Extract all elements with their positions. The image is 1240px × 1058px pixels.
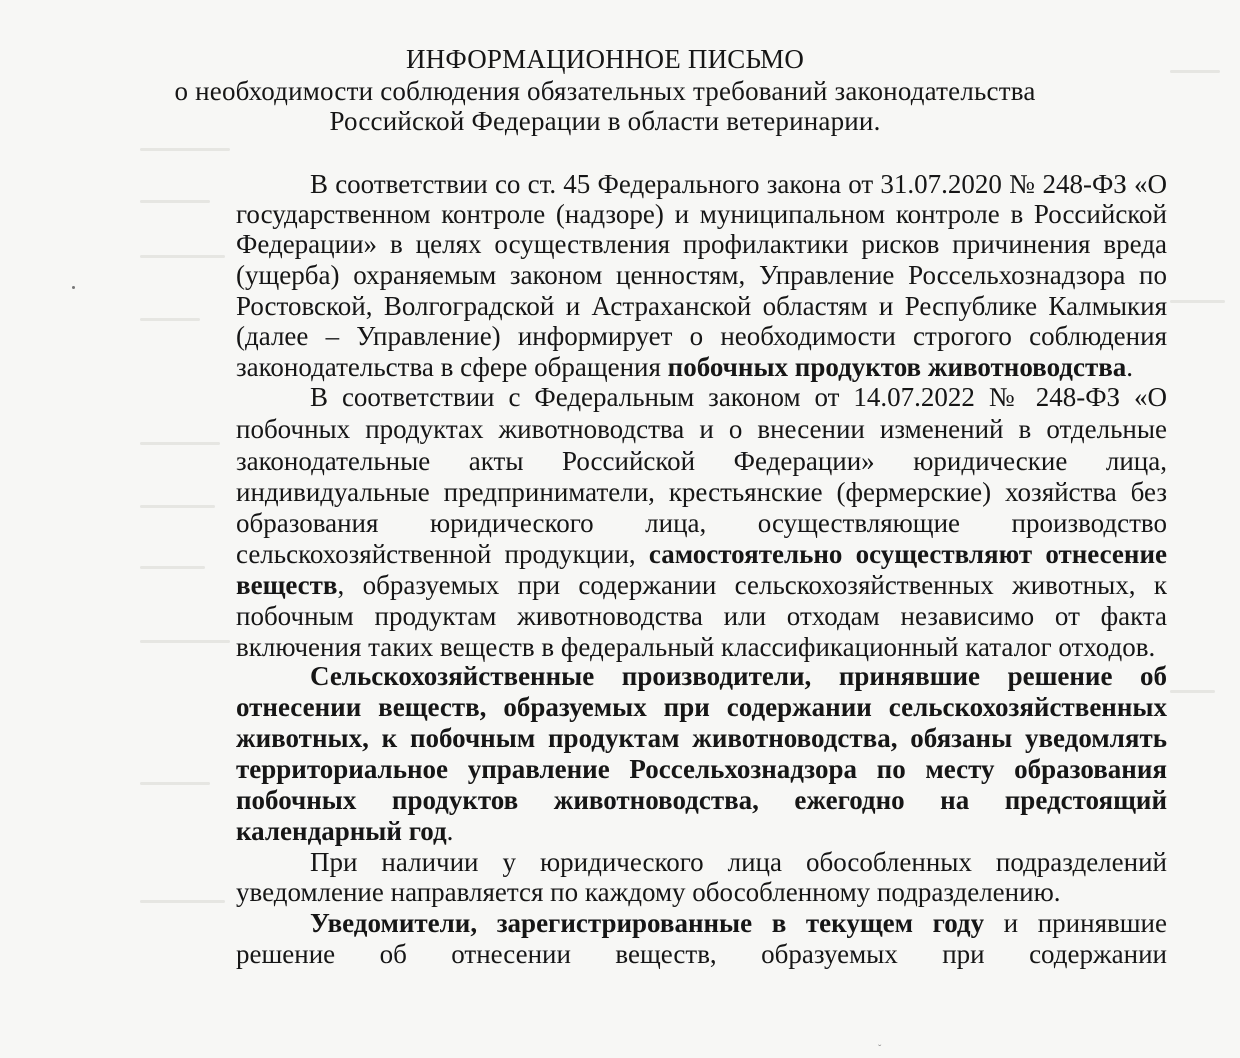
body-line: В соответствии со ст. 45 Федерального закона от 31.07.2020 № 248-ФЗ «О bbox=[310, 169, 1167, 199]
body-line: Ростовской, Волгоградской и Астраханской областям и Республике Калмыкия bbox=[236, 291, 1167, 321]
scan-artifact: ˇ bbox=[878, 1044, 882, 1055]
body-line: решение об отнесении веществ, образуемых при содержании bbox=[236, 939, 1167, 969]
bold-phrase: побочных продуктов животноводства bbox=[667, 352, 1127, 382]
body-line: индивидуальные предприниматели, крестьянские (фермерские) хозяйства без bbox=[236, 477, 1167, 507]
bold-phrase: Уведомители, зарегистрированные в текущем году bbox=[310, 908, 985, 938]
body-line: животных, к побочным продуктам животноводства, обязаны уведомлять bbox=[236, 723, 1167, 753]
body-line: образования юридического лица, осуществляющие производство bbox=[236, 508, 1167, 538]
body-line: законодательные акты Российской Федерации» юридические лица, bbox=[236, 446, 1167, 476]
bold-phrase: веществ bbox=[236, 570, 338, 600]
body-line: веществ, образуемых при содержании сельскохозяйственных животных, к bbox=[236, 570, 1167, 600]
body-line: побочных продуктов животноводства, ежегодно на предстоящий bbox=[236, 785, 1167, 815]
body-line: побочным продуктам животноводства или отходам независимо от факта bbox=[236, 601, 1167, 631]
body-line: сельскохозяйственной продукции, самостоятельно осуществляют отнесение bbox=[236, 539, 1167, 569]
bold-phrase: самостоятельно осуществляют отнесение bbox=[648, 539, 1167, 569]
body-line: законодательства в сфере обращения побочных продуктов животноводства. bbox=[236, 352, 1134, 382]
body-line: календарный год. bbox=[236, 816, 454, 846]
body-line: государственном контроле (надзоре) и муниципальном контроле в Российской bbox=[236, 199, 1167, 229]
body-line: Сельскохозяйственные производители, принявшие решение об bbox=[310, 661, 1167, 691]
body-line: включения таких веществ в федеральный классификационный каталог отходов. bbox=[236, 632, 1156, 662]
document-subtitle-line-2: Российской Федерации в области ветеринарии. bbox=[329, 106, 881, 136]
body-line: При наличии у юридического лица обособленных подразделений bbox=[310, 847, 1167, 877]
body-line: Уведомители, зарегистрированные в текущем году и принявшие bbox=[310, 908, 1167, 938]
body-line: отнесении веществ, образуемых при содержании сельскохозяйственных bbox=[236, 692, 1167, 722]
body-line: (далее – Управление) информирует о необходимости строгого соблюдения bbox=[236, 321, 1167, 351]
body-line: В соответствии с Федеральным законом от 14.07.2022 № 248-ФЗ «О bbox=[310, 382, 1167, 412]
document-subtitle-line-1: о необходимости соблюдения обязательных требований законодательства bbox=[174, 76, 1036, 106]
body-line: (ущерба) охраняемым законом ценностям, Управление Россельхознадзора по bbox=[236, 260, 1167, 290]
body-line: территориальное управление Россельхознадзора по месту образования bbox=[236, 754, 1167, 784]
body-line: Федерации» в целях осуществления профилактики рисков причинения вреда bbox=[236, 229, 1167, 259]
body-line: уведомление направляется по каждому обособленному подразделению. bbox=[236, 877, 1061, 907]
document-title: ИНФОРМАЦИОННОЕ ПИСЬМО bbox=[405, 44, 805, 74]
body-line: побочных продуктах животноводства и о внесении изменений в отдельные bbox=[236, 414, 1167, 444]
